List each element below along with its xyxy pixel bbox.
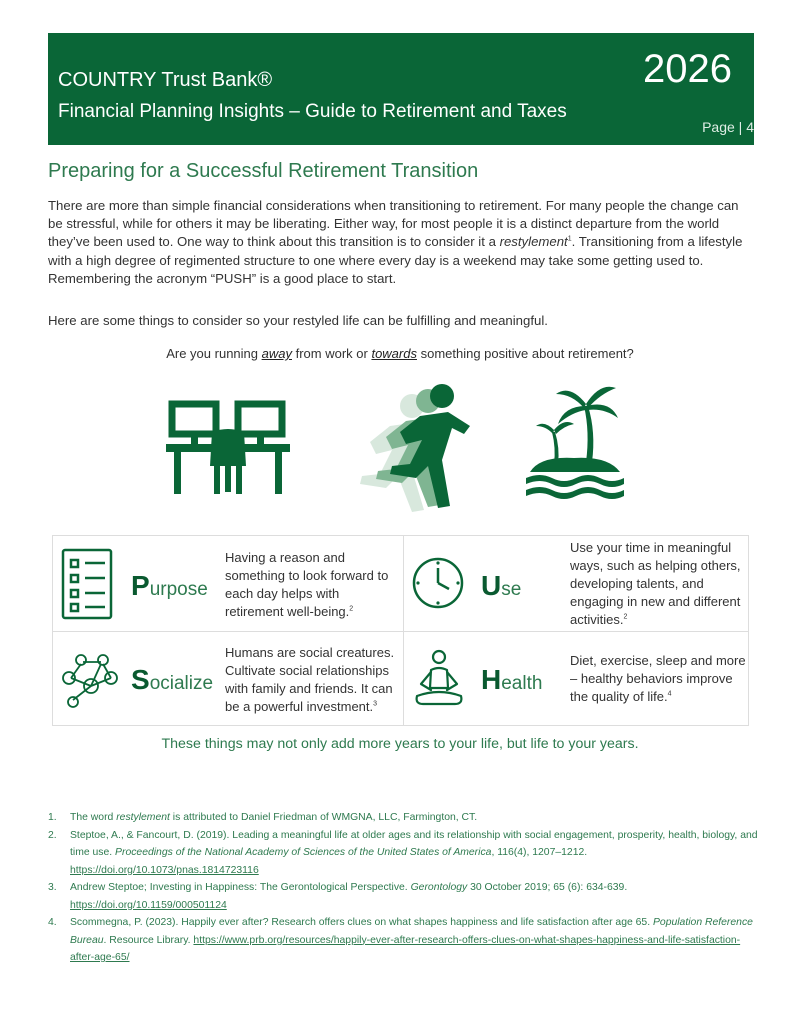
reference-number: 3. [48,882,57,893]
reference-link[interactable]: https://www.prb.org/resources/happily-ever-after-research-offers-clues-on-what-shapes-happiness-and-life-satisfaction-after-age-65/ [70,934,741,963]
reference-item [48,827,758,880]
references-list [48,809,758,967]
reference-link[interactable]: https://doi.org/10.1073/pnas.1814723116 [70,864,259,876]
use-description: Use your time in meaningful ways, such as helping others, developing talents, and engaging in new and different activities. [570,540,741,627]
reference-item [48,879,758,914]
health-description: Diet, exercise, sleep and more – healthy behaviors improve the quality of life. [570,653,746,704]
brand-name: COUNTRY Trust Bank® [58,69,273,91]
reference-text-tail: , 116(4), 1207–1212. [491,847,588,858]
reference-emphasis: Gerontology [410,882,468,893]
meditation-icon [411,648,467,710]
push-letter-p: P [131,570,150,601]
social-network-icon [57,648,123,710]
question-text-2: from work or [291,346,372,361]
push-grid [52,535,749,726]
intro-emphasis: restylement [499,234,568,250]
running-person-icon [350,382,475,517]
office-desk-icon [166,398,290,494]
push-text-purpose [225,549,397,621]
reference-text: Scommegna, P. (2023). Happily ever after? Research offers clues on what shapes happiness and life satisfaction after age 65. [70,917,653,928]
reference-text: Andrew Steptoe; Investing in Happiness: The Gerontological Perspective. [70,882,411,893]
push-letter-s: S [131,664,150,695]
push-text-health [570,652,746,706]
clock-icon [411,556,465,610]
push-rest-health: ealth [501,673,543,694]
reference-number: 1. [48,812,57,823]
push-rest-socialize: ocialize [149,673,214,694]
checklist-icon [61,548,113,620]
push-word-purpose [131,570,208,602]
reference-number: 4. [48,917,57,928]
page-number: Page | 4 [702,119,754,135]
reference-text-tail: . Resource Library. [103,934,194,946]
section-title: Preparing for a Successful Retirement Transition [48,160,479,182]
reference-number: 2. [48,829,57,841]
reference-text-tail: is attributed to Daniel Friedman of WMGNA, LLC, Farmington, CT. [169,812,478,823]
intro-paragraph [48,197,754,288]
reference-link[interactable]: https://doi.org/10.1159/000501124 [70,899,227,911]
grid-divider-horizontal [53,631,748,632]
purpose-footnote-ref: 2 [349,605,354,613]
push-word-health [481,664,542,696]
intro-footnote-ref: 1 [567,236,572,244]
health-footnote-ref: 4 [667,690,672,698]
use-footnote-ref: 2 [623,613,628,621]
reference-emphasis: restylement [116,812,170,823]
reference-emphasis: Population Reference Bureau [70,917,753,946]
socialize-footnote-ref: 3 [373,700,378,708]
reference-item [48,914,758,967]
intro-text-2: . Transitioning from a lifestyle with a high degree of regimented structure to one where every day is a weekend may take some getting used to. Remembering the acronym “PUSH” is a good place to start. [48,234,743,286]
reference-text: Steptoe, A., & Fancourt, D. (2019). Leading a meaningful life at older ages and its relationship with social engagement, prosperity, health, biology, and time use. [70,829,758,858]
question-text-1: Are you running [166,346,262,361]
question-towards: towards [371,346,417,361]
tagline: These things may not only add more years to your life, but life to your years. [161,736,639,752]
push-letter-h: H [481,664,502,695]
reference-emphasis: Proceedings of the National Academy of Sciences of the United States of America [115,847,492,858]
socialize-description: Humans are social creatures. Cultivate social relationships with family and friends. It can be a powerful investment. [225,645,395,714]
intro-text-1: There are more than simple financial considerations when transitioning to retirement. For many people the change can be stressful, while for others it may be liberating. Either way, for most people it is a distinct departure from the world they’ve been used to. One way to think about this transition is to consider it a [48,198,739,250]
reference-text-tail: 30 October 2019; 65 (6): 634-639. [467,882,628,893]
push-letter-u: U [481,570,502,601]
push-rest-use: se [501,579,522,600]
reference-item [48,809,758,827]
page-header [48,33,754,145]
push-word-use [481,570,521,602]
push-text-socialize [225,644,401,716]
purpose-description: Having a reason and something to look forward to each day helps with retirement well-being. [225,550,389,619]
reference-text: The word [70,812,117,823]
question-away: away [261,346,292,361]
header-year: 2026 [643,47,732,91]
header-subtitle: Financial Planning Insights – Guide to Retirement and Taxes [58,101,567,122]
push-text-use [570,539,746,629]
question-text-3: something positive about retirement? [416,346,634,361]
push-word-socialize [131,664,213,696]
push-rest-purpose: urpose [149,579,208,600]
palm-island-icon [520,382,630,500]
question-line [0,346,800,361]
intro-paragraph-2: Here are some things to consider so your restyled life can be fulfilling and meaningful. [48,313,548,328]
